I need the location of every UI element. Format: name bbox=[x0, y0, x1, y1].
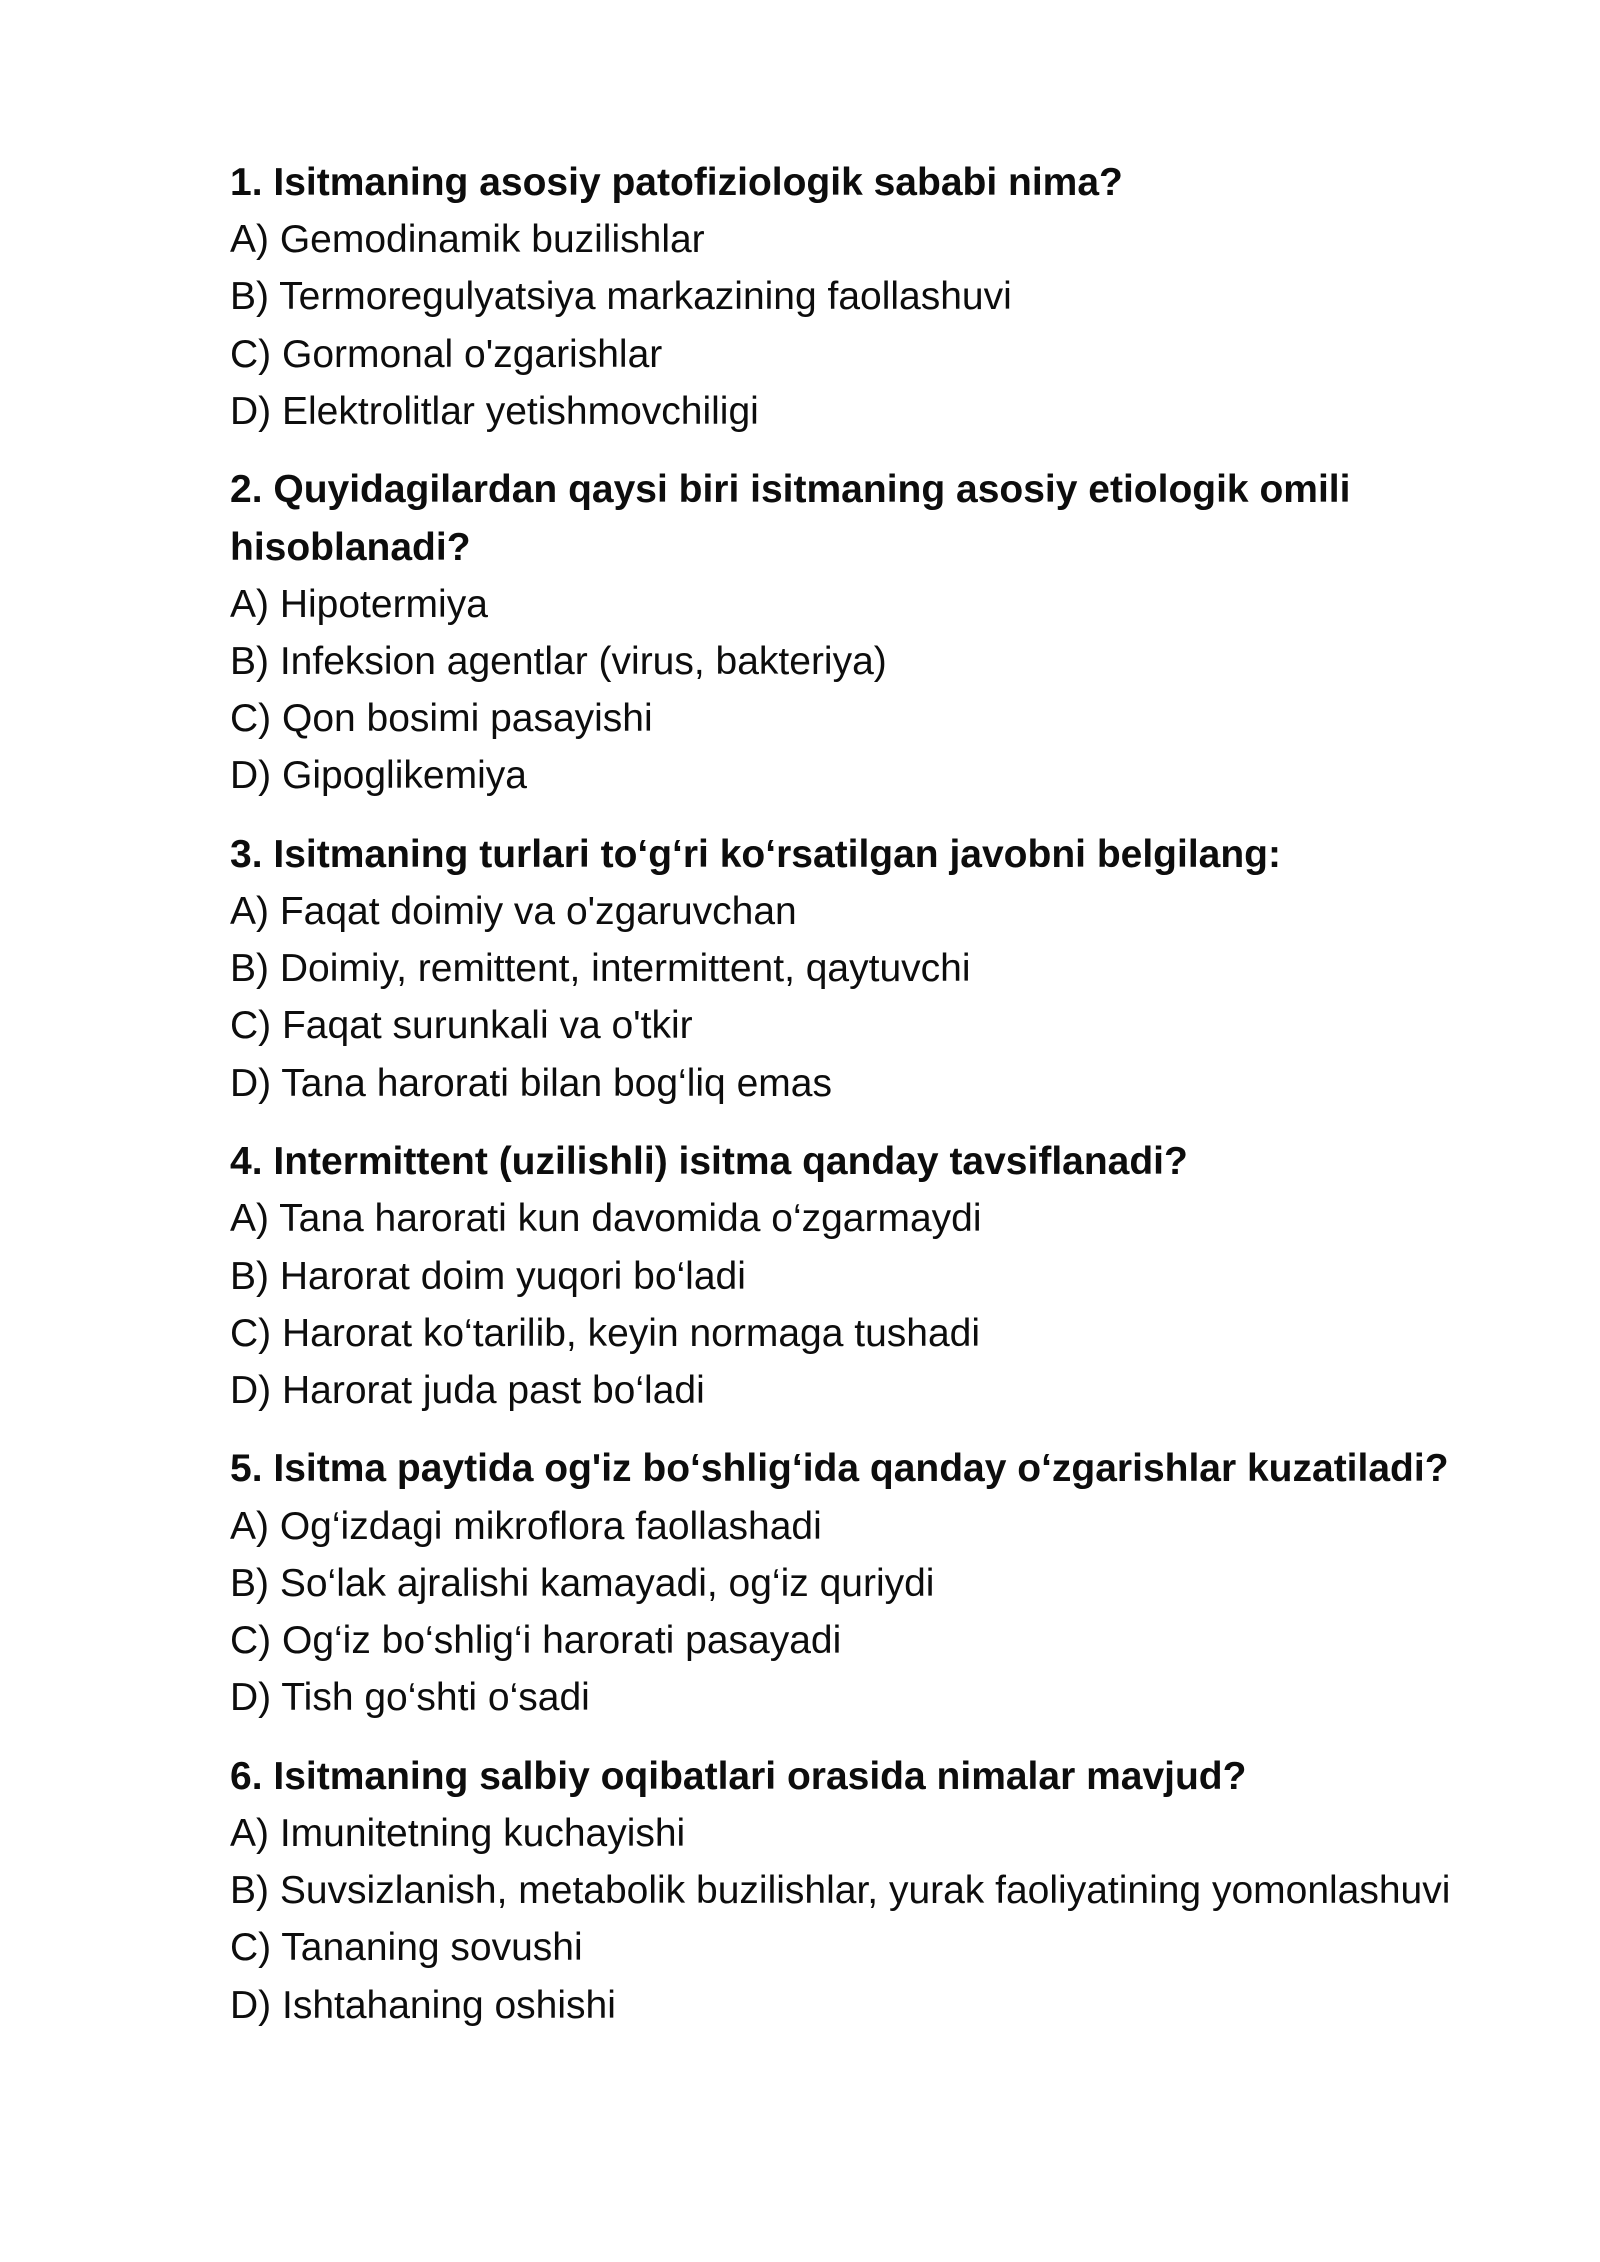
question-6-option-c: C) Tananing sovushi bbox=[230, 1926, 583, 1970]
question-2-text: 2. Quyidagilardan qaysi biri isitmaning asosiy etiologik omili hisoblanadi? bbox=[230, 468, 1351, 569]
question-5-option-c: C) Og‘iz bo‘shlig‘i harorati pasayadi bbox=[230, 1619, 842, 1663]
question-6-option-b: B) Suvsizlanish, metabolik buzilishlar, yurak faoliyatining yomonlashuvi bbox=[230, 1869, 1451, 1913]
question-3-text: 3. Isitmaning turlari to‘g‘ri ko‘rsatilgan javobni belgilang: bbox=[230, 832, 1281, 876]
question-6-option-a: A) Imunitetning kuchayishi bbox=[230, 1811, 686, 1855]
question-1-option-c: C) Gormonal o'zgarishlar bbox=[230, 332, 663, 376]
question-5-option-b: B) So‘lak ajralishi kamayadi, og‘iz quriydi bbox=[230, 1561, 935, 1605]
question-1-text: 1. Isitmaning asosiy patofiziologik sababi nima? bbox=[230, 161, 1123, 204]
question-6-option-d: D) Ishtahaning oshishi bbox=[230, 1983, 616, 2027]
question-6-text: 6. Isitmaning salbiy oqibatlari orasida nimalar mavjud? bbox=[230, 1754, 1247, 1798]
question-4-option-b: B) Harorat doim yuqori bo‘ladi bbox=[230, 1254, 746, 1298]
question-2-option-a: A) Hipotermiya bbox=[230, 582, 488, 626]
question-1-option-d: D) Elektrolitlar yetishmovchiligi bbox=[230, 389, 759, 433]
question-5-text: 5. Isitma paytida og'iz bo‘shlig‘ida qanday o‘zgarishlar kuzatiladi? bbox=[230, 1447, 1449, 1491]
question-4-text: 4. Intermittent (uzilishli) isitma qanday tavsiflanadi? bbox=[230, 1140, 1188, 1184]
question-1-option-a: A) Gemodinamik buzilishlar bbox=[230, 218, 705, 262]
question-5-option-d: D) Tish go‘shti o‘sadi bbox=[230, 1676, 590, 1720]
question-3-option-c: C) Faqat surunkali va o'tkir bbox=[230, 1004, 693, 1048]
question-3-option-a: A) Faqat doimiy va o'zgaruvchan bbox=[230, 890, 797, 934]
question-block-6 bbox=[230, 1748, 1530, 2034]
question-3-option-b: B) Doimiy, remittent, intermittent, qaytuvchi bbox=[230, 947, 971, 991]
question-5-option-a: A) Og‘izdagi mikroflora faollashadi bbox=[230, 1504, 822, 1548]
question-4-option-a: A) Tana harorati kun davomida o‘zgarmaydi bbox=[230, 1197, 982, 1241]
question-block-5 bbox=[230, 1440, 1530, 1726]
question-1-option-b: B) Termoregulyatsiya markazining faollashuvi bbox=[230, 275, 1012, 319]
question-block-1 bbox=[230, 154, 1530, 440]
question-2-option-d: D) Gipoglikemiya bbox=[230, 754, 527, 798]
question-2-option-c: C) Qon bosimi pasayishi bbox=[230, 697, 653, 741]
question-block-2 bbox=[230, 461, 1530, 804]
question-2-option-b: B) Infeksion agentlar (virus, bakteriya) bbox=[230, 639, 887, 683]
question-4-option-d: D) Harorat juda past bo‘ladi bbox=[230, 1368, 705, 1412]
question-block-3 bbox=[230, 826, 1530, 1112]
question-block-4 bbox=[230, 1133, 1530, 1419]
question-4-option-c: C) Harorat ko‘tarilib, keyin normaga tushadi bbox=[230, 1311, 980, 1355]
question-3-option-d: D) Tana harorati bilan bog‘liq emas bbox=[230, 1061, 832, 1105]
